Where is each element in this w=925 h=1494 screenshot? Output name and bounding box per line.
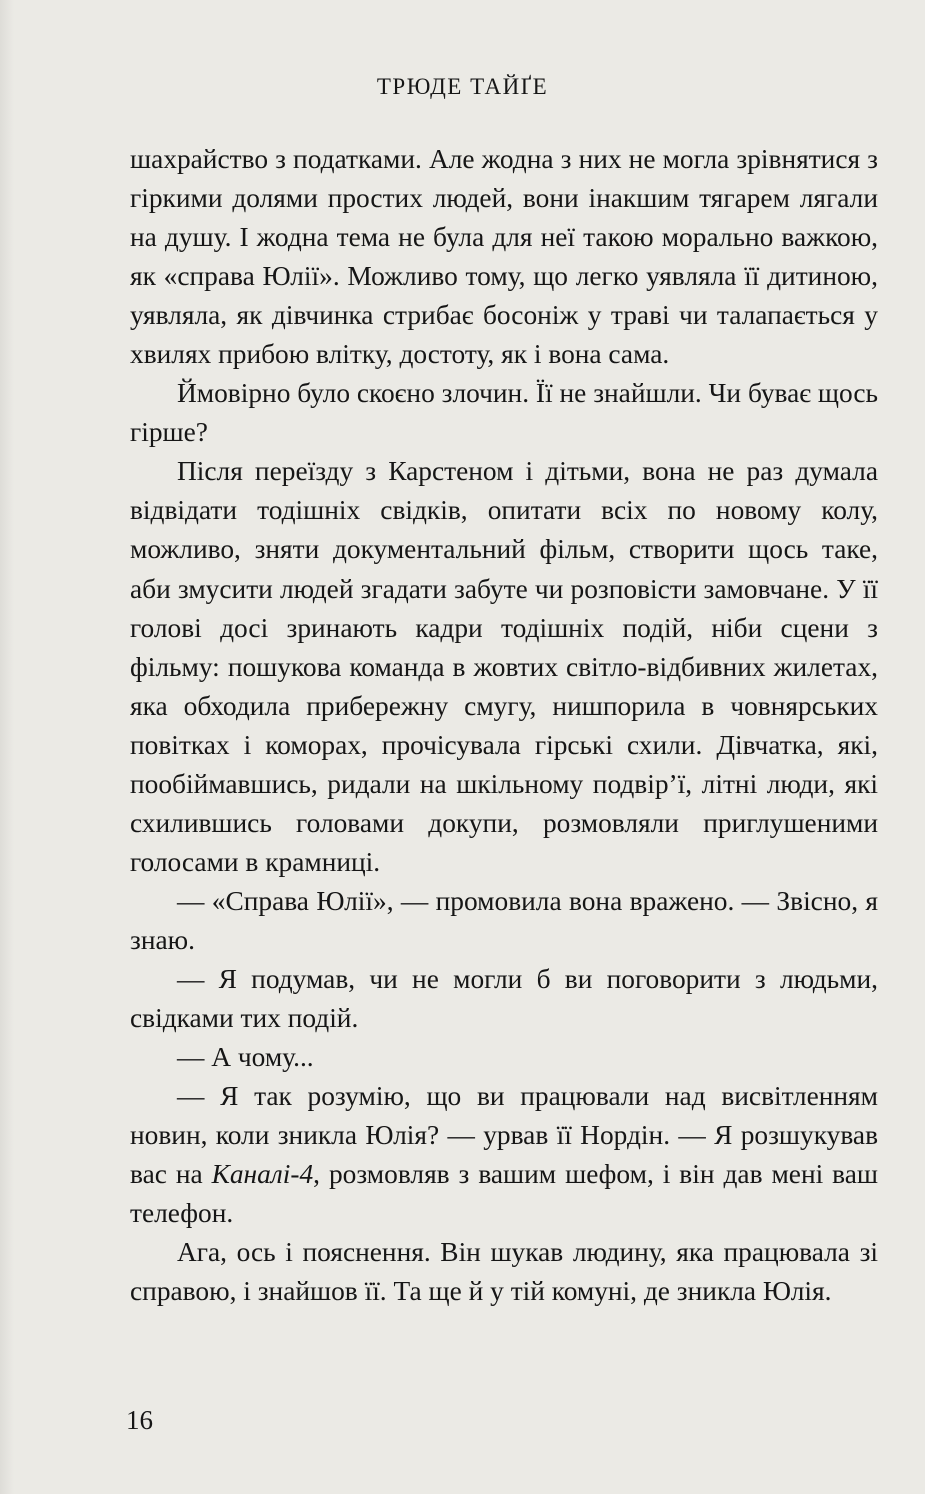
running-header: ТРЮДЕ ТАЙҐЕ	[376, 74, 549, 99]
body-text	[130, 140, 878, 1311]
paragraph: Ймовірно було скоєно злочин. Її не знайшли. Чи буває щось гірше?	[130, 378, 878, 448]
dialogue-paragraph	[130, 1077, 878, 1233]
paragraph-text: , розмовляв з вашим шефом, і він дав мені ваш телефон.	[130, 1159, 878, 1229]
paragraph-text: — Я так розумію, що ви працювали над висвітленням новин, коли зникла Юлія? — урвав її Нордін. — Я розшукував вас на	[130, 1081, 878, 1190]
paragraph: Після переїзду з Карстеном і дітьми, вона не раз думала відвідати тодішніх свідків, опитати всіх по новому колу, можливо, зняти документальний фільм, створити щось таке, аби змусити людей згадати забуте чи розповісти замовчане. У її голові досі зринають кадри тодішніх подій, ніби сцени з фільму: пошукова команда в жовтих світло-відбивних жилетах, яка обходила прибережну смугу, нишпорила в човнярських повітках і коморах, прочісувала гірські схили. Дівчатка, які, пообіймавшись, ридали на шкільному подвір’ї, літні люди, які схилившись головами докупи, розмовляли приглушеними голосами в крамниці.	[130, 456, 878, 877]
italic-channel-name: Каналі-4	[211, 1159, 314, 1190]
dialogue-paragraph: — Я подумав, чи не могли б ви поговорити з людьми, свідками тих подій.	[130, 963, 878, 1034]
page-number: 16	[126, 1405, 153, 1435]
dialogue-paragraph: — А чому...	[177, 1042, 314, 1073]
paragraph: Ага, ось і пояснення. Він шукав людину, яка працювала зі справою, і знайшов її. Та ще й у тій комуні, де зникла Юлія.	[130, 1237, 878, 1307]
dialogue-paragraph: — «Справа Юлії», — промовила вона вражено. — Звісно, я знаю.	[130, 885, 878, 955]
paragraph: шахрайство з податками. Але жодна з них не могла зрівнятися з гіркими долями простих людей, вони інакшим тягарем лягали на душу. І жодна тема не була для неї такою морально важкою, як «справа Юлії». Можливо тому, що легко уявляла її дитиною, уявляла, як дівчинка стрибає босоніж у траві чи талапається у хвилях прибою влітку, достоту, як і вона сама.	[130, 144, 878, 370]
